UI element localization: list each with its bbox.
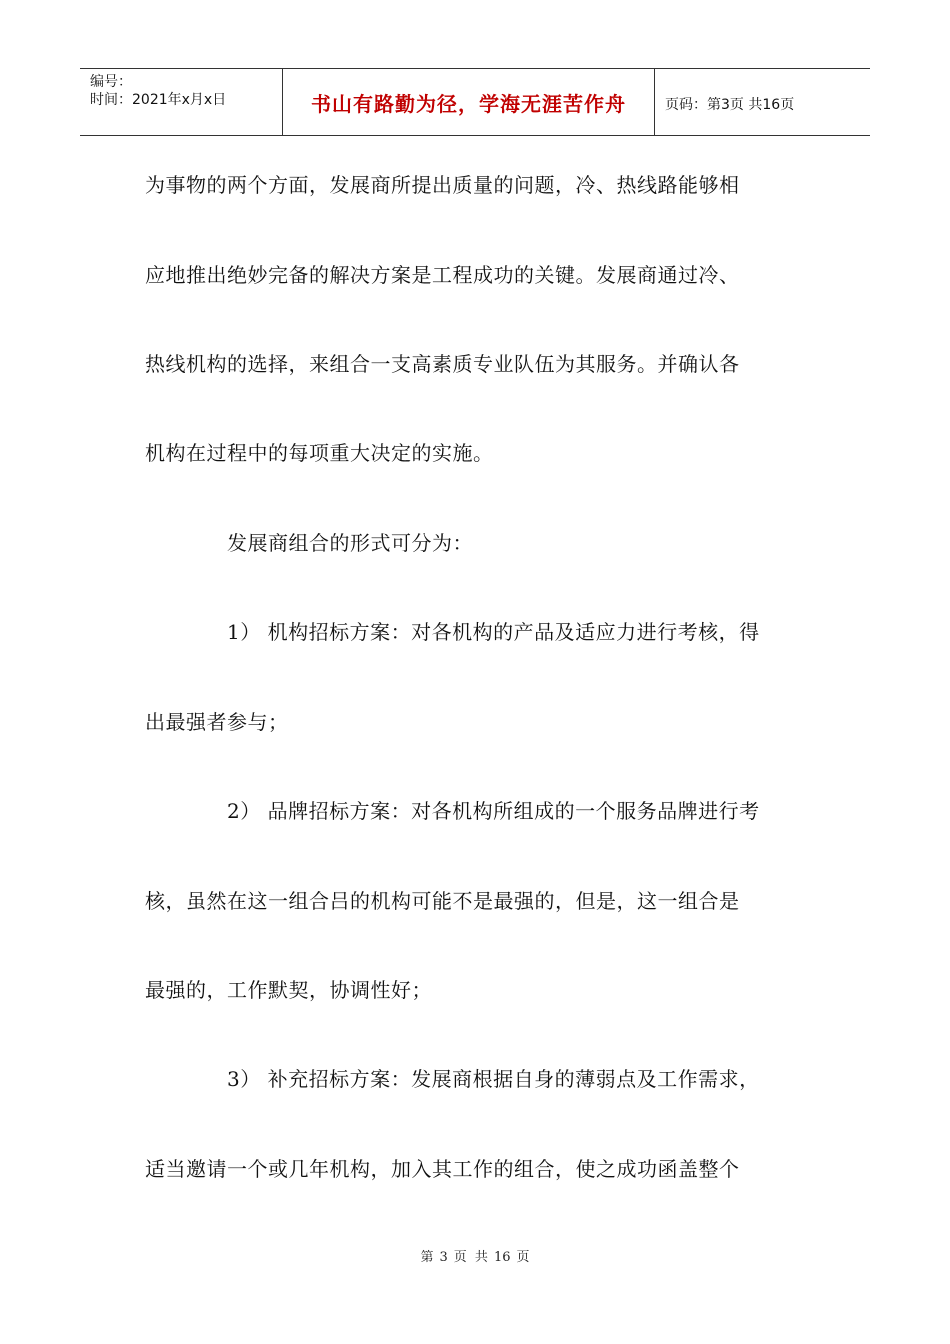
header-page-label: 页码：第 [665, 97, 721, 113]
header-page-suffix: 页 [780, 97, 795, 113]
body-line: 发展商组合的形式可分为： [145, 531, 473, 555]
body-line: 热线机构的选择，来组合一支高素质专业队伍为其服务。并确认各 [145, 352, 740, 376]
header-page-total: 16 [762, 97, 781, 113]
body-line: 核，虽然在这一组合吕的机构可能不是最强的，但是，这一组合是 [145, 889, 740, 913]
header-page-cell [655, 69, 870, 135]
footer-page-total: 16 [493, 1250, 511, 1265]
page-footer [0, 1246, 950, 1265]
header-page-info [665, 94, 794, 114]
header-meta-cell [80, 69, 283, 135]
body-line: 最强的，工作默契，协调性好； [145, 978, 432, 1002]
body-line: 为事物的两个方面，发展商所提出质量的问题，冷、热线路能够相 [145, 173, 740, 197]
footer-suffix: 页 [516, 1250, 530, 1265]
body-line: 应地推出绝妙完备的解决方案是工程成功的关键。发展商通过冷、 [145, 263, 740, 287]
footer-prefix: 第 [420, 1250, 434, 1265]
body-line: 出最强者参与； [145, 710, 289, 734]
header-page-mid: 页 共 [729, 97, 763, 113]
body-line: 1） 机构招标方案：对各机构的产品及适应力进行考核，得 [145, 620, 760, 644]
document-time-label: 时间：2021年x月x日 [90, 92, 227, 108]
header-motto-cell [283, 69, 655, 135]
header-motto: 书山有路勤为径，学海无涯苦作舟 [311, 91, 626, 116]
footer-page-current: 3 [439, 1250, 448, 1265]
body-line: 机构在过程中的每项重大决定的实施。 [145, 441, 494, 465]
body-line: 2） 品牌招标方案：对各机构所组成的一个服务品牌进行考 [145, 799, 760, 823]
body-line: 适当邀请一个或几年机构，加入其工作的组合，使之成功函盖整个 [145, 1157, 740, 1181]
page-header [80, 68, 870, 136]
document-number-label: 编号： [90, 74, 132, 90]
body-line: 3） 补充招标方案：发展商根据自身的薄弱点及工作需求， [145, 1067, 760, 1091]
header-page-current: 3 [721, 97, 730, 113]
footer-mid: 页 共 [453, 1250, 488, 1265]
